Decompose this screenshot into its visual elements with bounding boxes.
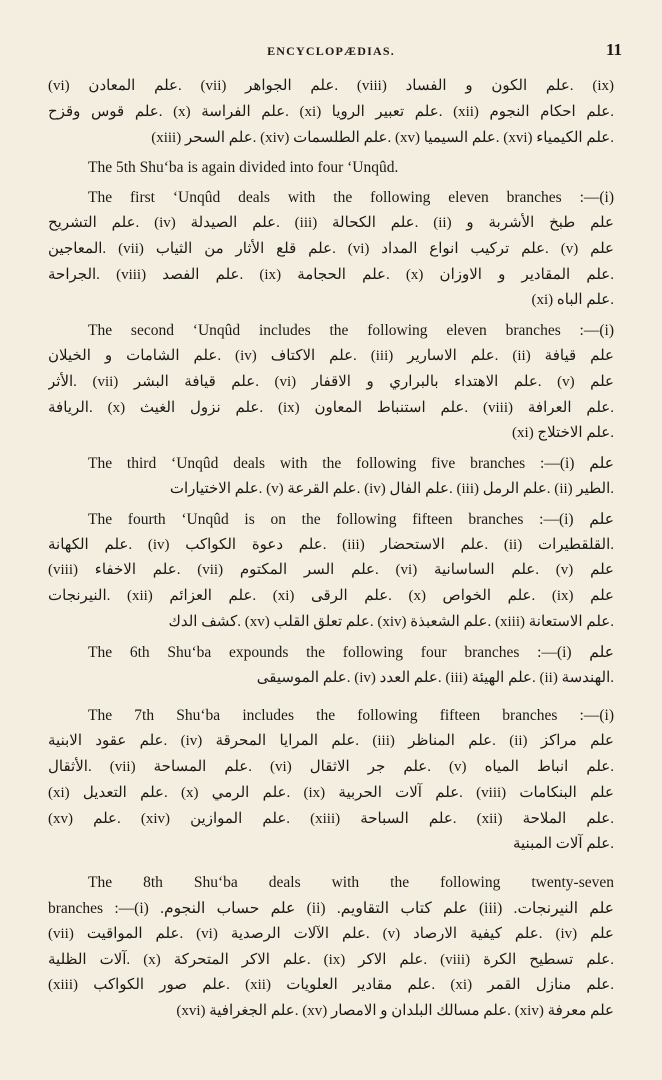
text-line: .علم تسطيح الكرة (viii) .علم الاكر (ix) .علم الاكر المتحركة (x) .آلات الظلية: [48, 951, 614, 968]
text-line: .الهندسة (ii) .علم الهيئة (iii) .علم العدد (iv) .علم الموسيقى: [256, 669, 614, 686]
text-line: علم البنكامات (viii) .علم آلات الحربية (ix) .علم الرمي (x) .علم التعديل (xi): [48, 784, 614, 801]
text-line: علم (v) .علم الساسانية (vi) .علم السر المكتوم (vii) .علم الاخفاء (viii): [48, 562, 614, 579]
text-line: .علم الباه (xi): [531, 292, 614, 309]
text-line: .علم العرافة (viii) .علم استنباط المعاون (ix) .علم نزول الغيث (x) .الريافة: [48, 399, 614, 416]
text-line: The first ‘Unqûd deals with the following eleven branches :—(i): [88, 189, 614, 207]
text-line: (ix) .علم الكون و الفساد (viii) .علم الجواهر (vii) .علم المعادن (vi): [48, 78, 614, 94]
text-line: علم (iv) .علم كيفية الارصاد (v) .علم الآلات الرصدية (vi) .علم المواقيت (vii): [48, 925, 614, 942]
text-line: .علم الكيمياء (xvi) .علم السيميا (xv) .علم الطلسمات (xiv) .علم السحر (xiii): [151, 129, 614, 146]
paragraph-gap: [48, 695, 614, 703]
text-line: The 5th Shu‘ba is again divided into four ‘Unqûd.: [88, 159, 399, 177]
text-line: .علم الاستعانة (xiii) .علم الشعبذة (xiv) .علم تعلق القلب (xv) .كشف الدك: [168, 613, 614, 630]
paragraph: [48, 74, 614, 151]
text-line: The fourth ‘Unqûd is on the following fifteen branches :—(i) علم: [88, 510, 614, 528]
paragraph: [48, 640, 614, 692]
text-line: علم (ix) .علم الخواص (x) .علم الرقى (xi) .علم العزائم (xii) .النيرنجات: [48, 588, 614, 605]
text-line: علم معرفة (xiv) .علم مسالك البلدان و الامصار (xv) .علم الجغرافية (xvi): [176, 1003, 614, 1020]
text-line: .علم آلات المبنية: [512, 836, 614, 853]
text-line: .علم منازل القمر (xi) .علم مقادير العلويات (xii) .علم صور الكواكب (xiii): [48, 977, 614, 994]
text-line: The 6th Shu‘ba expounds the following four branches :—(i) علم: [88, 643, 614, 661]
paragraph: [48, 451, 614, 503]
text-line: علم قيافة (ii) .علم الاسارير (iii) .علم الاكتاف (iv) .علم الشامات و الخيلان: [48, 347, 614, 364]
paragraph: [48, 318, 614, 447]
text-line: The 7th Shu‘ba includes the following fifteen branches :—(i): [88, 707, 614, 725]
text-line: علم طبخ الأشربة و (ii) .علم الكحالة (iii) .علم الصيدلة (iv) .علم التشريح: [48, 214, 614, 231]
text-line: .علم المقادير و الاوزان (x) .علم الحجامة (ix) .علم الفصد (viii) .الجراحة: [48, 266, 614, 283]
paragraph: [48, 507, 614, 636]
text-line: .علم انباط المياه (v) .علم جر الاثقال (vi) .علم المساحة (vii) .الأثقال: [48, 758, 614, 775]
paragraph: [48, 870, 614, 1025]
text-line: علم مراكز (ii) .علم المناظر (iii) .علم المرايا المحرقة (iv) .علم عقود الابنية: [48, 733, 614, 750]
text-line: .القلقطيرات (ii) .علم الاستحضار (iii) .علم دعوة الكواكب (iv) .علم الكهانة: [48, 536, 614, 553]
text-line: .علم الاختلاج (xi): [512, 425, 614, 442]
text-line: The second ‘Unqûd includes the following eleven branches :—(i): [88, 322, 614, 340]
text-line: .علم احكام النجوم (xii) .علم تعبير الرويا (xi) .علم الفراسة (x) .علم قوس وقزح: [48, 103, 614, 120]
text-line: .علم الملاحة (xii) .علم السباحة (xiii) .علم الموازين (xiv) .علم (xv): [48, 810, 614, 827]
paragraph: [48, 703, 614, 858]
paragraph: [48, 185, 614, 314]
text-line: .الطير (ii) .علم الرمل (iii) .علم الفال (iv) .علم القرعة (v) .علم الاختيارات: [169, 480, 614, 497]
page-header: [40, 40, 622, 64]
page-body: [48, 74, 614, 1040]
text-line: The 8th Shu‘ba deals with the following twenty-seven: [88, 874, 614, 892]
text-line: علم (v) .علم الاهتداء بالبراري و الاقفار (vi) .علم قيافة البشر (vii) .الأثر: [48, 373, 614, 390]
text-line: علم (v) .علم تركيب انواع المداد (vi) .علم قلع الأثار من الثياب (vii) .المعاجين: [48, 240, 614, 257]
running-head: ENCYCLOPÆDIAS.: [267, 44, 395, 58]
paragraph-gap: [48, 862, 614, 870]
paragraph: [48, 155, 614, 181]
text-line: The third ‘Unqûd deals with the following five branches :—(i) علم: [88, 455, 614, 473]
page-number: 11: [605, 40, 622, 59]
text-line: branches :—(i) .علم حساب النجوم (ii) .علم كتاب التقاويم (iii) .علم النيرنجات: [48, 899, 614, 917]
